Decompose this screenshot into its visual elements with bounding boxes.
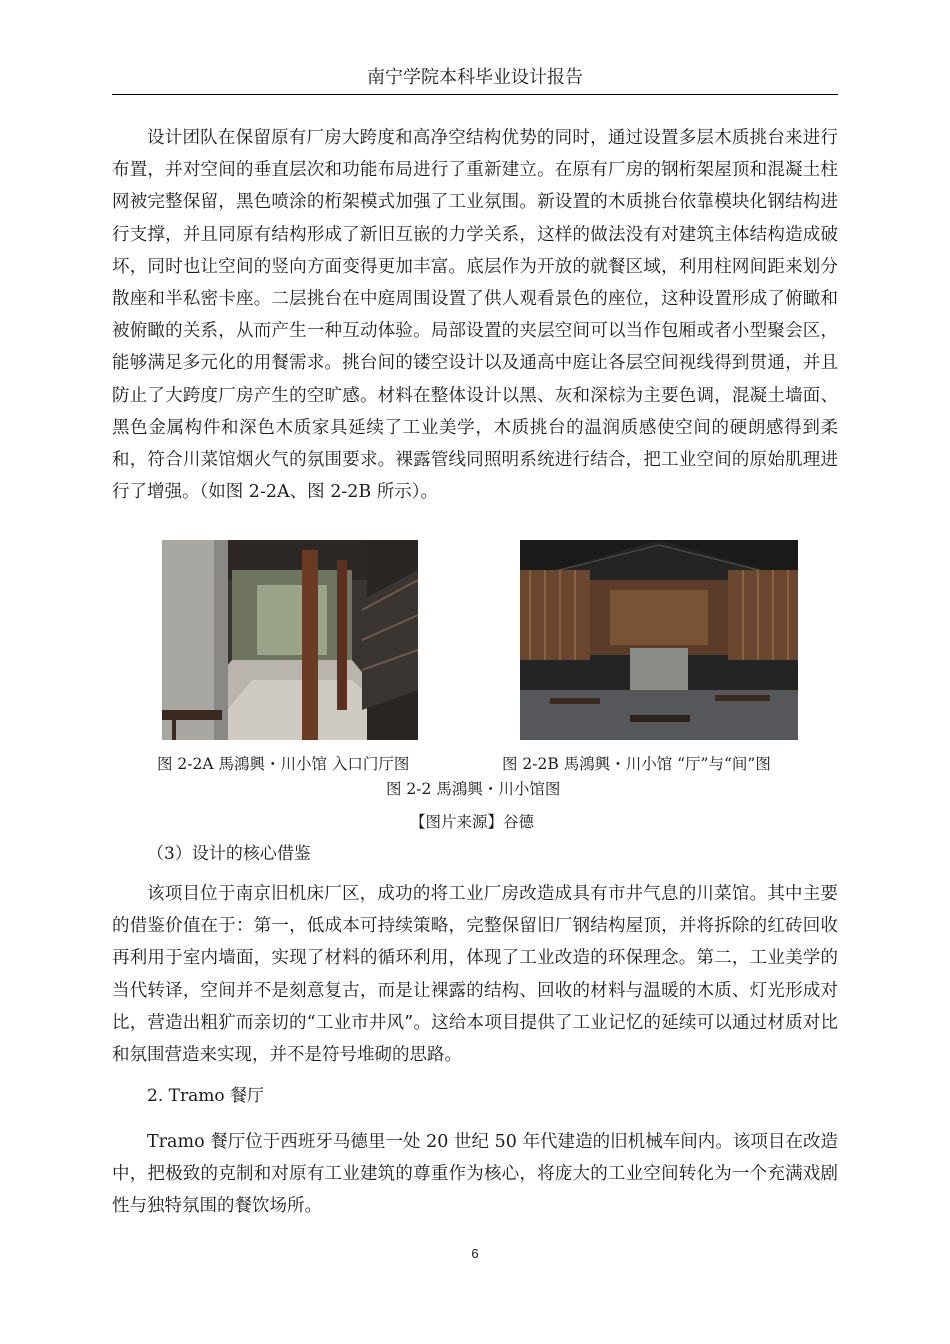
figure-source: 【图片来源】谷德 (410, 813, 535, 831)
body-paragraph-2: 该项目位于南京旧机床厂区，成功的将工业厂房改造成具有市井气息的川菜馆。其中主要的借鉴价值在于：第一，低成本可持续策略，完整保留旧厂钢结构屋顶，并将拆除的红砖回收再利用于室内墙面，实现了材料的循环利用，体现了工业改造的环保理念。第二，工业美学的当代转译，空间并不是刻意复古，而是让裸露的结构、回收的材料与温暖的木质、灯光形成对比，营造出粗犷而亲切的“工业市井风”。这给本项目提供了工业记忆的延续可以通过材质对比和氛围营造来实现，并不是符号堆砌的思路。 (112, 884, 838, 1066)
figure-2-2b-caption: 图 2-2B 馬鴻興・川小馆 “厅”与“间”图 (502, 755, 771, 773)
page-number: 6 (471, 1246, 479, 1261)
page-header: 南宁学院本科毕业设计报告 (112, 62, 838, 95)
section-heading-core-reference: （3）设计的核心借鉴 (147, 844, 311, 864)
figure-2-2-caption: 图 2-2 馬鴻興・川小馆图 (386, 780, 561, 798)
body-paragraph-1: 设计团队在保留原有厂房大跨度和高净空结构优势的同时，通过设置多层木质挑台来进行布置，并对空间的垂直层次和功能布局进行了重新建立。在原有厂房的钢桁架屋顶和混凝土柱网被完整保留，黑色喷涂的桁架模式加强了工业氛围。新设置的木质挑台依靠模块化钢结构进行支撑，并且同原有结构形成了新旧互嵌的力学关系，这样的做法没有对建筑主体结构造成破坏，同时也让空间的竖向方面变得更加丰富。底层作为开放的就餐区域，利用柱网间距来划分散座和半私密卡座。二层挑台在中庭周围设置了供人观看景色的座位，这种设置形成了俯瞰和被俯瞰的关系，从而产生一种互动体验。局部设置的夹层空间可以当作包厢或者小型聚会区，能够满足多元化的用餐需求。挑台间的镂空设计以及通高中庭让各层空间视线得到贯通，并且防止了大跨度厂房产生的空旷感。材料在整体设计以黑、灰和深棕为主要色调，混凝土墙面、黑色金属构件和深色木质家具延续了工业美学，木质挑台的温润质感使空间的硬朗感得到柔和，符合川菜馆烟火气的氛围要求。裸露管线同照明系统进行结合，把工业空间的原始肌理进行了增强。（如图 2-2A、图 2-2B 所示）。 (112, 128, 838, 503)
section-heading-tramo: 2. Tramo 餐厅 (147, 1086, 264, 1106)
figure-2-2a-image (162, 540, 418, 740)
body-paragraph-3: Tramo 餐厅位于西班牙马德里一处 20 世纪 50 年代建造的旧机械车间内。该项目在改造中，把极致的克制和对原有工业建筑的尊重作为核心，将庞大的工业空间转化为一个充满戏剧性与独特氛围的餐饮场所。 (112, 1132, 838, 1217)
figure-2-2a-caption: 图 2-2A 馬鴻興・川小馆 入口门厅图 (157, 755, 410, 773)
figure-2-2b-image (520, 540, 798, 740)
